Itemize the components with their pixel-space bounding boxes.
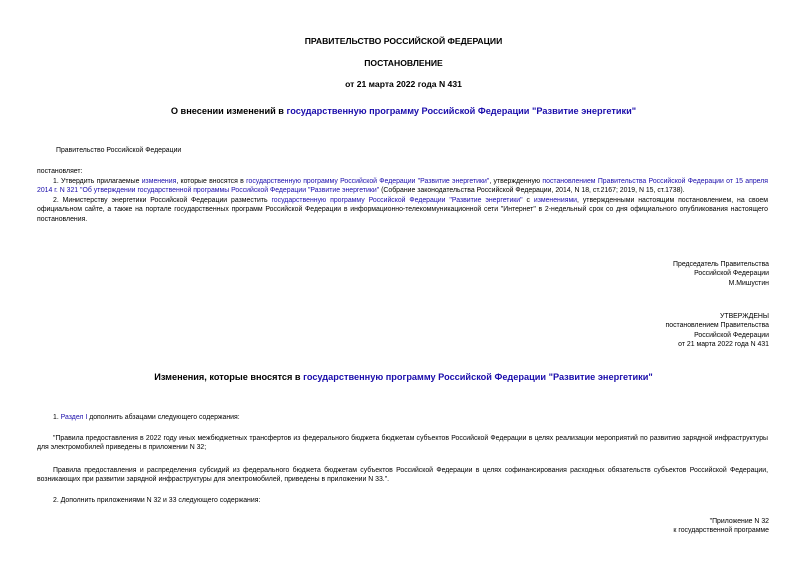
document-date-number: от 21 марта 2022 года N 431 bbox=[345, 79, 462, 89]
signature-position: Председатель Правительства bbox=[673, 261, 769, 268]
paragraph-1: 1. Утвердить прилагаемые изменения, которые вносятся в государственную программу Российской Федерации "Развитие энергетики", утвержденную постановлением Правительства Российской Федерации от 15 апреля 2014 г. N 321 "Об утверждении государственной программы Российской Федерации "Развитие энергетики" (Собрание законодательства Российской Федерации, 2014, N 18, ст.2167; 2019, N 15, ст.1738). bbox=[37, 178, 769, 195]
signature-org: Российской Федерации bbox=[694, 270, 769, 278]
appendix-ref: к государственной программе bbox=[673, 527, 769, 535]
approval-date: от 21 марта 2022 года N 431 bbox=[678, 340, 769, 348]
approval-line-2: постановлением Правительства bbox=[665, 322, 769, 330]
intro-text: Правительство Российской Федерации bbox=[56, 147, 182, 154]
resolution-link[interactable]: постановлением Правительства Российской Федерации от 15 апреля 2014 г. N 321 "Об утверждении государственной программы Российской Федерации "Развитие энергетики" bbox=[37, 178, 769, 195]
changes-link[interactable]: изменения bbox=[141, 178, 177, 185]
quote-paragraph-2: Правила предоставления и распределения субсидий из федерального бюджета бюджетам субъектов Российской Федерации в целях софинансирования расходных обязательств субъектов Российской Федерации, возникающих при развитии зарядной инфраструктуры для электромобилей, приведены в приложении N 33.". bbox=[37, 467, 768, 484]
signature-block bbox=[469, 260, 769, 288]
title-prefix: О внесении изменений в bbox=[170, 106, 287, 116]
appendix-heading bbox=[469, 517, 769, 536]
appendix-number: "Приложение N 32 bbox=[709, 518, 769, 525]
quote-paragraph-1: "Правила предоставления в 2022 году иных межбюджетных трансфертов из федерального бюджета бюджетам субъектов Российской Федерации в целях реализации мероприятий по развитию зарядной инфраструктуры для электромобилей приведены в приложении N 32; bbox=[37, 435, 768, 452]
item-2: 2. Дополнить приложениями N 32 и 33 следующего содержания: bbox=[53, 497, 261, 504]
paragraph-2: 2. Министерству энергетики Российской Федерации разместить государственную программу Российской Федерации "Развитие энергетики" с изменениями, утвержденными настоящим постановлением, на своем официальном сайте, а также на портале государственных программ Российской Федерации в информационно-телекоммуникационной сети "Интернет" в 2-недельный срок со дня официального опубликования настоящего постановления. bbox=[37, 197, 768, 223]
program-link-2[interactable]: государственную программу Российской Федерации "Развитие энергетики" bbox=[271, 197, 523, 204]
changes-title-link[interactable]: государственную программу Российской Федерации "Развитие энергетики" bbox=[303, 372, 653, 382]
approval-line-3: Российской Федерации bbox=[694, 331, 769, 339]
item-1: 1. Раздел I дополнить абзацами следующего содержания: bbox=[53, 414, 240, 421]
document-type-heading: ПОСТАНОВЛЕНИЕ bbox=[364, 58, 443, 68]
document-title bbox=[0, 106, 807, 116]
changes-link-2[interactable]: изменениями bbox=[533, 197, 578, 204]
approval-block bbox=[469, 312, 769, 349]
changes-title: Изменения, которые вносятся в государственную программу Российской Федерации "Развитие энергетики" bbox=[154, 372, 653, 382]
approval-title: УТВЕРЖДЕНЫ bbox=[720, 313, 769, 320]
title-program-link[interactable]: государственную программу Российской Федерации "Развитие энергетики" bbox=[286, 106, 637, 116]
decrees-text: постановляет: bbox=[37, 168, 83, 175]
signature-name: М.Мишустин bbox=[728, 279, 769, 287]
government-heading: ПРАВИТЕЛЬСТВО РОССИЙСКОЙ ФЕДЕРАЦИИ bbox=[304, 36, 503, 46]
section-1-link[interactable]: Раздел I bbox=[60, 414, 88, 421]
program-link[interactable]: государственную программу Российской Федерации "Развитие энергетики" bbox=[246, 178, 490, 185]
